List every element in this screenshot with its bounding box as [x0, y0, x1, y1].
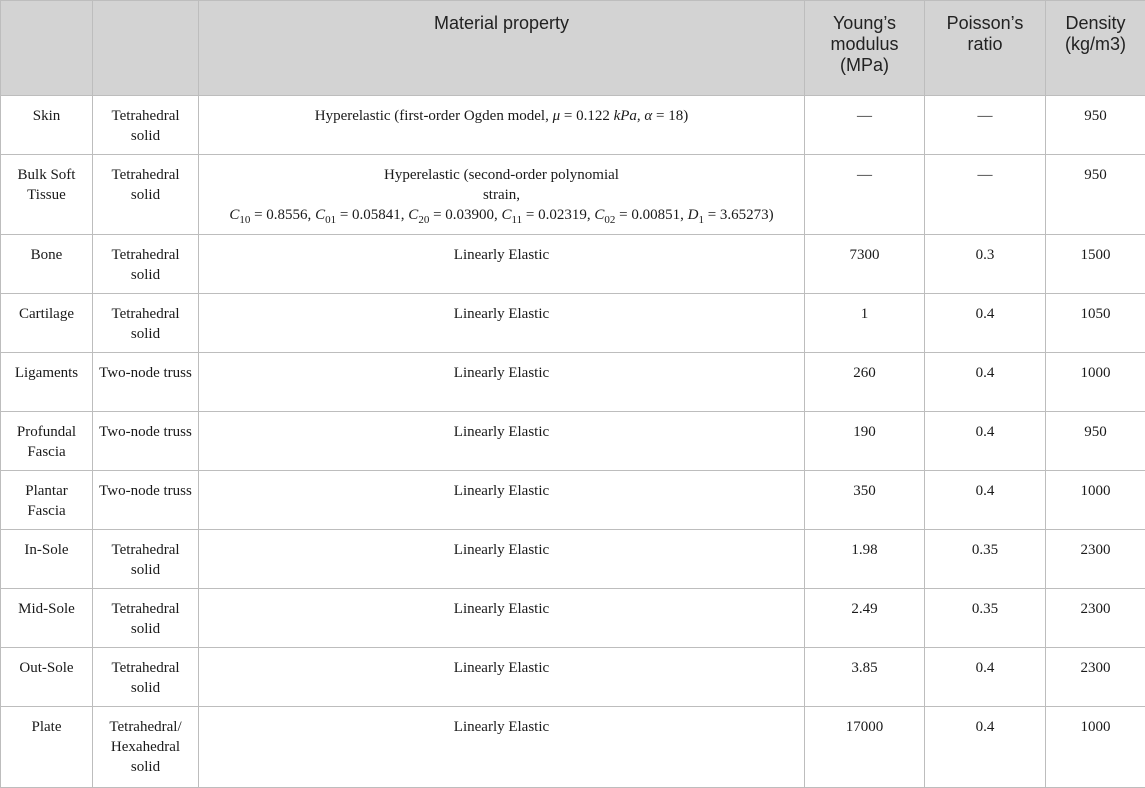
- table-row: [1, 155, 1145, 235]
- cell-youngs-modulus: 17000: [805, 707, 925, 788]
- c01-value: = 0.05841,: [336, 207, 408, 223]
- d1-value: = 3.65273): [704, 207, 774, 223]
- cell-element-type: Tetrahedral solid: [93, 648, 199, 707]
- c10-subscript: 10: [239, 214, 250, 226]
- cell-element-type: Two-node truss: [93, 471, 199, 530]
- cell-element-type: Tetrahedral solid: [93, 155, 199, 235]
- cell-youngs-modulus: —: [805, 96, 925, 155]
- cell-tissue: Profundal Fascia: [1, 412, 93, 471]
- cell-tissue: Cartilage: [1, 294, 93, 353]
- cell-material-property: Linearly Elastic: [199, 412, 805, 471]
- cell-poissons-ratio: 0.4: [925, 707, 1046, 788]
- cell-element-type: Two-node truss: [93, 412, 199, 471]
- cell-tissue: In-Sole: [1, 530, 93, 589]
- c-symbol: C: [594, 207, 604, 223]
- cell-element-type: Tetrahedral solid: [93, 96, 199, 155]
- table-row: [1, 648, 1145, 707]
- header-material-property: Material property: [199, 1, 805, 96]
- c11-subscript: 11: [512, 214, 523, 226]
- cell-material-property: Linearly Elastic: [199, 707, 805, 788]
- cell-density: 1000: [1046, 353, 1145, 412]
- table-row: [1, 471, 1145, 530]
- cell-element-type: Tetrahedral/ Hexahedral solid: [93, 707, 199, 788]
- cell-tissue: Plate: [1, 707, 93, 788]
- cell-youngs-modulus: 3.85: [805, 648, 925, 707]
- cell-material-property: Linearly Elastic: [199, 294, 805, 353]
- cell-tissue: Ligaments: [1, 353, 93, 412]
- cell-density: 1500: [1046, 235, 1145, 294]
- cell-density: 1000: [1046, 471, 1145, 530]
- c20-value: = 0.03900,: [429, 207, 501, 223]
- cell-material-property: [199, 96, 805, 155]
- cell-element-type: Tetrahedral solid: [93, 294, 199, 353]
- cell-youngs-modulus: —: [805, 155, 925, 235]
- cell-youngs-modulus: 350: [805, 471, 925, 530]
- cell-material-property: [199, 155, 805, 235]
- cell-density: 2300: [1046, 648, 1145, 707]
- table-row: [1, 589, 1145, 648]
- formula-separator: ,: [637, 108, 645, 124]
- cell-tissue: Plantar Fascia: [1, 471, 93, 530]
- c-symbol: C: [229, 207, 239, 223]
- header-poissons-ratio: Poisson’s ratio: [925, 1, 1046, 96]
- cell-element-type: Tetrahedral solid: [93, 589, 199, 648]
- cell-poissons-ratio: 0.35: [925, 589, 1046, 648]
- cell-poissons-ratio: —: [925, 96, 1046, 155]
- cell-poissons-ratio: 0.4: [925, 471, 1046, 530]
- mu-symbol: μ: [553, 108, 561, 124]
- cell-poissons-ratio: 0.3: [925, 235, 1046, 294]
- bulk-formula-coefficients: [205, 205, 798, 225]
- cell-element-type: Tetrahedral solid: [93, 235, 199, 294]
- alpha-value: = 18): [652, 108, 688, 124]
- alpha-symbol: α: [644, 108, 652, 124]
- header-youngs-modulus: Young’s modulus (MPa): [805, 1, 925, 96]
- cell-density: 950: [1046, 412, 1145, 471]
- table-row: [1, 707, 1145, 788]
- c20-subscript: 20: [418, 214, 429, 226]
- cell-youngs-modulus: 7300: [805, 235, 925, 294]
- cell-poissons-ratio: 0.4: [925, 353, 1046, 412]
- cell-density: 950: [1046, 96, 1145, 155]
- table-row: [1, 412, 1145, 471]
- cell-poissons-ratio: 0.4: [925, 648, 1046, 707]
- cell-density: 950: [1046, 155, 1145, 235]
- cell-poissons-ratio: 0.4: [925, 294, 1046, 353]
- cell-material-property: Linearly Elastic: [199, 589, 805, 648]
- cell-material-property: Linearly Elastic: [199, 648, 805, 707]
- c02-subscript: 02: [604, 214, 615, 226]
- bulk-formula-line2: strain,: [205, 185, 798, 205]
- cell-tissue: Out-Sole: [1, 648, 93, 707]
- cell-youngs-modulus: 1.98: [805, 530, 925, 589]
- cell-youngs-modulus: 1: [805, 294, 925, 353]
- cell-density: 1000: [1046, 707, 1145, 788]
- d-symbol: D: [688, 207, 699, 223]
- table-row: [1, 353, 1145, 412]
- cell-element-type: Tetrahedral solid: [93, 530, 199, 589]
- cell-density: 1050: [1046, 294, 1145, 353]
- c-symbol: C: [408, 207, 418, 223]
- header-density: Density (kg/m3): [1046, 1, 1145, 96]
- cell-density: 2300: [1046, 589, 1145, 648]
- cell-density: 2300: [1046, 530, 1145, 589]
- header-row: [1, 1, 1145, 96]
- header-tissue: [1, 1, 93, 96]
- table-row: [1, 294, 1145, 353]
- cell-poissons-ratio: 0.4: [925, 412, 1046, 471]
- cell-youngs-modulus: 2.49: [805, 589, 925, 648]
- cell-tissue: Bone: [1, 235, 93, 294]
- mu-value: = 0.122: [560, 108, 613, 124]
- cell-poissons-ratio: —: [925, 155, 1046, 235]
- c-symbol: C: [502, 207, 512, 223]
- cell-material-property: Linearly Elastic: [199, 471, 805, 530]
- cell-material-property: Linearly Elastic: [199, 353, 805, 412]
- cell-element-type: Two-node truss: [93, 353, 199, 412]
- bulk-formula-line1: Hyperelastic (second-order polynomial: [205, 165, 798, 185]
- mu-unit: kPa: [614, 108, 637, 124]
- table-row: [1, 530, 1145, 589]
- d1-subscript: 1: [698, 214, 704, 226]
- skin-formula-prefix: Hyperelastic (first-order Ogden model,: [315, 108, 553, 124]
- table-row: [1, 235, 1145, 294]
- c02-value: = 0.00851,: [615, 207, 687, 223]
- header-element-type: [93, 1, 199, 96]
- cell-material-property: Linearly Elastic: [199, 530, 805, 589]
- cell-youngs-modulus: 190: [805, 412, 925, 471]
- c11-value: = 0.02319,: [522, 207, 594, 223]
- table-row: [1, 96, 1145, 155]
- c-symbol: C: [315, 207, 325, 223]
- c10-value: = 0.8556,: [250, 207, 315, 223]
- cell-poissons-ratio: 0.35: [925, 530, 1046, 589]
- cell-material-property: Linearly Elastic: [199, 235, 805, 294]
- cell-tissue: Skin: [1, 96, 93, 155]
- c01-subscript: 01: [325, 214, 336, 226]
- cell-youngs-modulus: 260: [805, 353, 925, 412]
- cell-tissue: Mid-Sole: [1, 589, 93, 648]
- cell-tissue: Bulk Soft Tissue: [1, 155, 93, 235]
